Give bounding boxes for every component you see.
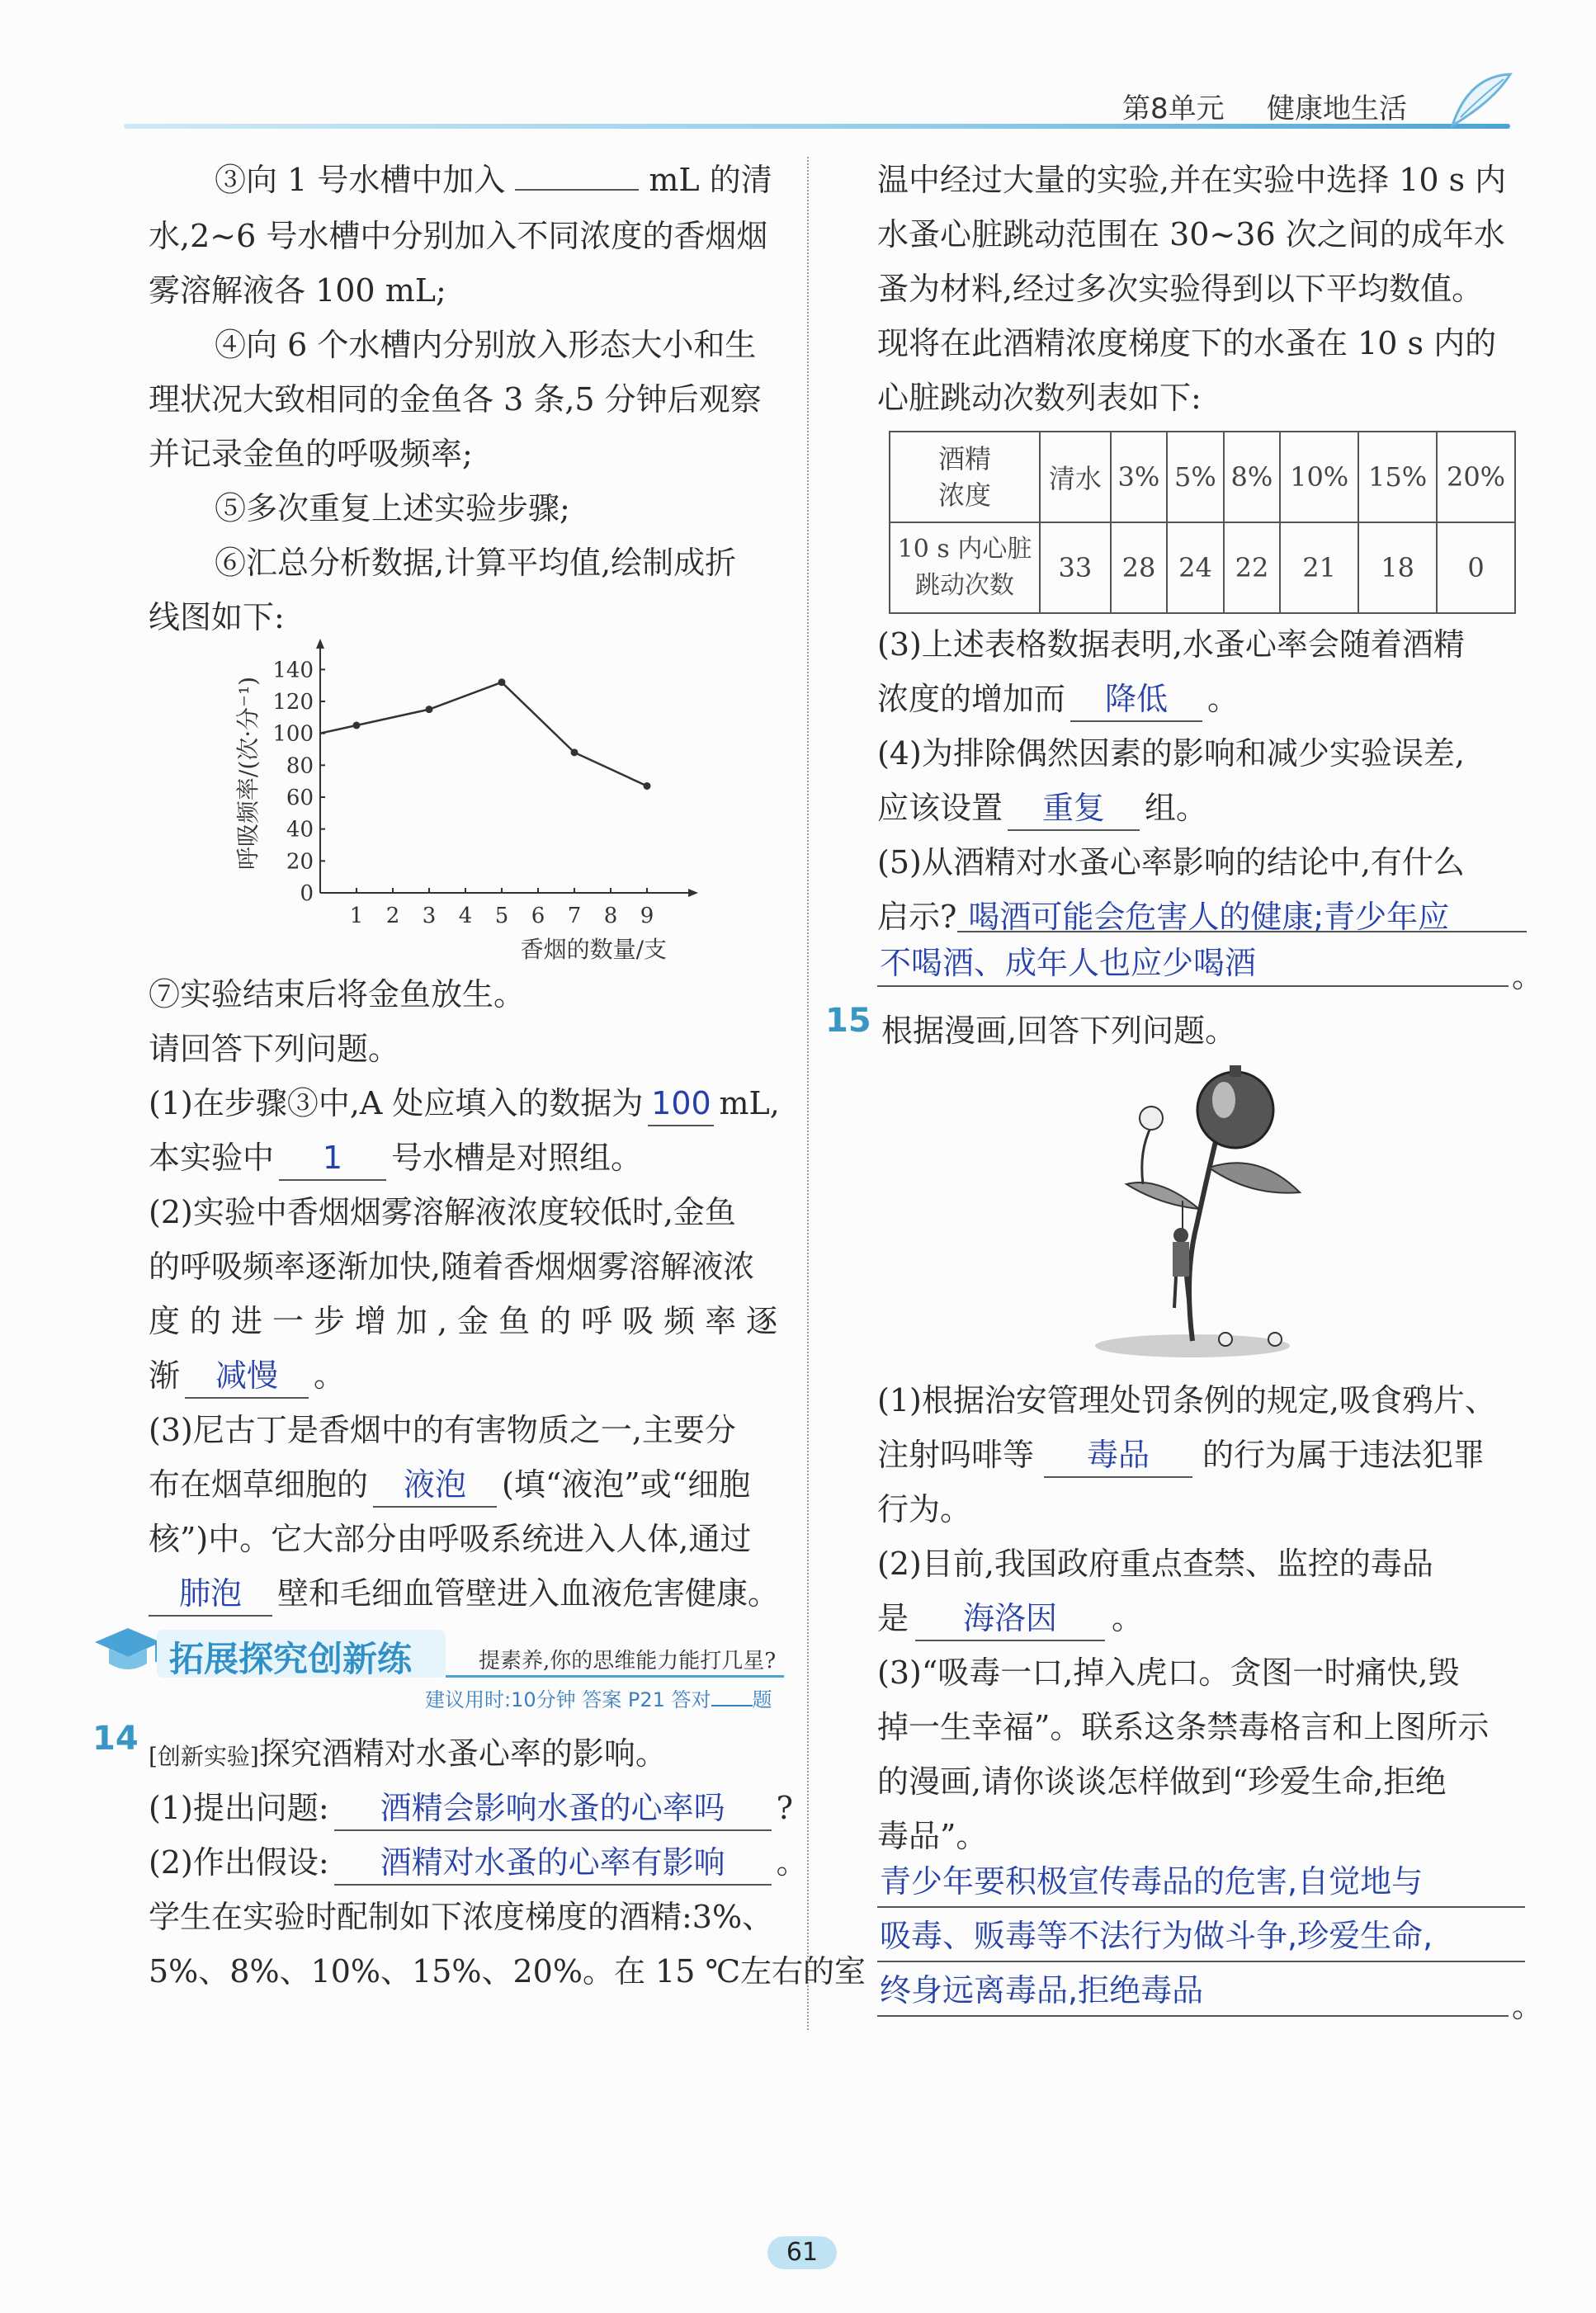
q15-p3-line3: 的漫画,请你谈谈怎样做到“珍爱生命,拒绝 [877, 1763, 1447, 1800]
x-tick-label: 1 [349, 904, 364, 928]
header-unit: 第8单元 [1122, 92, 1225, 125]
table-cell: 20% [1437, 432, 1515, 522]
x-tick-label: 4 [458, 904, 473, 928]
step7: ⑦实验结束后将金鱼放生。 [149, 976, 526, 1013]
q2-line1: (2)实验中香烟烟雾溶解液浓度较低时,金鱼 [149, 1194, 736, 1230]
x-tick-label: 8 [603, 904, 618, 928]
q15-p2-line2: 是 海洛因 。 [877, 1591, 1143, 1645]
header-title: 健康地生活 [1267, 92, 1407, 125]
data-point [426, 706, 433, 713]
step3-line1: ③向 1 号水槽中加入 mL 的清 [215, 162, 772, 198]
q14-p3-line2: 浓度的增加而 降低 。 [877, 672, 1239, 726]
q15-number: 15 [825, 1002, 871, 1040]
table-cell: 5% [1167, 432, 1224, 522]
y-tick-label: 120 [272, 690, 314, 715]
q15-p3-line2: 掉一生幸福”。联系这条禁毒格言和上图所示 [877, 1709, 1490, 1745]
table-cell: 清水 [1040, 432, 1111, 522]
table-cell: 15% [1358, 432, 1437, 522]
table-head: 酒精 浓度 [890, 432, 1040, 522]
q14-title: [创新实验]探究酒精对水蚤心率的影响。 [149, 1735, 667, 1772]
y-axis-label: 呼吸频率/(次·分⁻¹) [234, 676, 262, 871]
q15-p3-line4: 毒品”。 [877, 1818, 988, 1854]
answer-q15-3b[interactable]: 吸毒、贩毒等不法行为做斗争,珍爱生命, [880, 1918, 1433, 1954]
table-cell: 8% [1224, 432, 1281, 522]
q1-line1: (1)在步骤③中,A 处应填入的数据为 100 mL, [149, 1076, 780, 1131]
y-tick-label: 40 [286, 817, 314, 843]
step3-line3: 雾溶解液各 100 mL; [149, 272, 446, 309]
y-axis-arrow [316, 639, 324, 649]
q14-p1: (1)提出问题: 酒精会影响水蚤的心率吗 ? [149, 1781, 793, 1835]
q14-text-2: 5%、8%、10%、15%、20%。在 15 ℃左右的室 [149, 1953, 866, 1990]
answer-q15-1[interactable]: 毒品 [1044, 1433, 1192, 1478]
y-tick-label: 60 [286, 786, 314, 810]
data-point [498, 678, 506, 686]
q2-line4: 渐 减慢 。 [149, 1348, 345, 1403]
q3-line4: 肺泡 壁和毛细血管壁进入血液危害健康。 [149, 1566, 779, 1621]
step6-line2: 线图如下: [149, 599, 285, 635]
section-info: 建议用时:10分钟 答案 P21 答对 题 [425, 1688, 772, 1711]
cartoon-image [1093, 1060, 1316, 1362]
q14-p2: (2)作出假设: 酒精对水蚤的心率有影响 。 [149, 1835, 808, 1890]
q14-number: 14 [92, 1720, 139, 1758]
table-head: 10 s 内心脏 跳动次数 [890, 522, 1040, 613]
answer-q14-3[interactable]: 降低 [1070, 677, 1202, 722]
q3-line2: 布在烟草细胞的 液泡 (填“液泡”或“细胞 [149, 1457, 750, 1512]
q14-p5-end: 。 [1512, 958, 1544, 994]
answer-q15-2[interactable]: 海洛因 [915, 1597, 1105, 1641]
column-divider [807, 157, 809, 2030]
q14-text-6: 现将在此酒精浓度梯度下的水蚤在 10 s 内的 [877, 325, 1497, 361]
y-tick-label: 20 [286, 849, 314, 875]
q3-line1: (3)尼古丁是香烟中的有害物质之一,主要分 [149, 1412, 736, 1448]
q14-p5-line2: 启示? 喝酒可能会危害人的健康;青少年应 [877, 899, 1450, 935]
table-cell: 22 [1224, 522, 1281, 613]
data-point [571, 748, 578, 756]
data-table [889, 431, 1516, 614]
answer-q14-1[interactable]: 酒精会影响水蚤的心率吗 [334, 1787, 772, 1831]
x-tick-label: 6 [531, 904, 545, 928]
table-cell: 0 [1437, 522, 1515, 613]
q14-text-1: 学生在实验时配制如下浓度梯度的酒精:3%、 [149, 1899, 774, 1935]
series-line [320, 682, 647, 786]
answer-line [877, 985, 1509, 987]
step4-line3: 并记录金鱼的呼吸频率; [149, 436, 473, 472]
table-cell: 21 [1280, 522, 1358, 613]
q2-line2: 的呼吸频率逐渐加快,随着香烟烟雾溶解液浓 [149, 1249, 755, 1285]
section-underline [446, 1675, 784, 1678]
section-title: 拓展探究创新练 [169, 1639, 413, 1679]
x-tick-label: 3 [422, 904, 437, 928]
q15-p3-end: 。 [1512, 1988, 1544, 2024]
q3-line3: 核”)中。它大部分由呼吸系统进入人体,通过 [149, 1521, 752, 1557]
y-tick-label: 100 [272, 721, 314, 747]
section-slogan: 提素养,你的思维能力能打几星? [479, 1649, 777, 1673]
q14-p4-line1: (4)为排除偶然因素的影响和减少实验误差, [877, 735, 1465, 772]
header-leaf-icon [1444, 68, 1518, 134]
q14-p5-line1: (5)从酒精对水蚤心率影响的结论中,有什么 [877, 844, 1465, 880]
q15-p1-line2: 注射吗啡等 毒品 的行为属于违法犯罪 [877, 1428, 1485, 1482]
x-tick-label: 7 [567, 904, 582, 928]
answer-q15-3a[interactable]: 青少年要积极宣传毒品的危害,自觉地与 [880, 1863, 1424, 1900]
blank-a[interactable] [515, 189, 639, 191]
page-number: 61 [786, 2238, 819, 2267]
step4-line1: ④向 6 个水槽内分别放入形态大小和生 [215, 327, 757, 363]
prompt: 请回答下列问题。 [149, 1031, 400, 1067]
q14-p3-line1: (3)上述表格数据表明,水蚤心率会随着酒精 [877, 626, 1465, 663]
y-tick-label: 0 [300, 881, 314, 906]
x-tick-label: 5 [494, 904, 509, 928]
answer-q14-2[interactable]: 酒精对水蚤的心率有影响 [334, 1841, 772, 1886]
data-point [353, 722, 361, 729]
answer-line [877, 1961, 1525, 1962]
data-point [644, 782, 651, 790]
table-row [890, 432, 1515, 522]
answer-q15-3c[interactable]: 终身远离毒品,拒绝毒品 [880, 1972, 1204, 2009]
q15-title: 根据漫画,回答下列问题。 [881, 1013, 1237, 1049]
step6-line1: ⑥汇总分析数据,计算平均值,绘制成折 [215, 545, 737, 581]
q14-text-7: 心脏跳动次数列表如下: [877, 380, 1202, 416]
answer-q3-b[interactable]: 肺泡 [149, 1572, 272, 1617]
section-cap-icon [91, 1624, 165, 1682]
q15-p3-line1: (3)“吸毒一口,掉入虎口。贪图一时痛快,毁 [877, 1655, 1460, 1691]
line-chart [223, 635, 718, 965]
table-cell: 28 [1111, 522, 1168, 613]
answer-q14-4[interactable]: 重复 [1008, 786, 1140, 831]
answer-q1-b[interactable]: 1 [279, 1136, 386, 1181]
answer-q14-5a[interactable]: 喝酒可能会危害人的健康;青少年应 [968, 899, 1450, 935]
q14-text-5: 蚤为材料,经过多次实验得到以下平均数值。 [877, 271, 1484, 307]
q14-text-4: 水蚤心脏跳动范围在 30~36 次之间的成年水 [877, 216, 1505, 253]
q1-line2: 本实验中 1 号水槽是对照组。 [149, 1131, 642, 1185]
table-row [890, 522, 1515, 613]
q15-p1-line3: 行为。 [877, 1491, 972, 1527]
answer-q1-a[interactable]: 100 [648, 1082, 714, 1126]
table-cell: 18 [1358, 522, 1437, 613]
q15-p1-line1: (1)根据治安管理处罚条例的规定,吸食鸦片、 [877, 1382, 1496, 1418]
x-tick-label: 9 [640, 904, 654, 928]
answer-line [957, 931, 1527, 932]
x-axis-arrow [688, 889, 698, 897]
answer-q2[interactable]: 减慢 [185, 1354, 309, 1399]
step3-line2: 水,2~6 号水槽中分别加入不同浓度的香烟烟 [149, 218, 768, 254]
answer-line [877, 1906, 1525, 1908]
x-axis-label: 香烟的数量/支 [520, 936, 667, 963]
y-tick-label: 80 [286, 753, 314, 779]
step5: ⑤多次重复上述实验步骤; [215, 490, 570, 526]
table-cell: 10% [1280, 432, 1358, 522]
answer-q3-a[interactable]: 液泡 [373, 1463, 497, 1508]
q2-line3: 度的进一步增加,金鱼的呼吸频率逐 [149, 1303, 788, 1339]
answer-line [877, 2015, 1509, 2017]
answer-q14-5b[interactable]: 不喝酒、成年人也应少喝酒 [880, 945, 1257, 981]
table-cell: 33 [1040, 522, 1111, 613]
q14-text-3: 温中经过大量的实验,并在实验中选择 10 s 内 [877, 162, 1507, 198]
q14-p4-line2: 应该设置 重复 组。 [877, 781, 1207, 835]
step4-line2: 理状况大致相同的金鱼各 3 条,5 分钟后观察 [149, 381, 762, 418]
table-cell: 24 [1167, 522, 1224, 613]
q15-p2-line1: (2)目前,我国政府重点查禁、监控的毒品 [877, 1546, 1433, 1582]
x-tick-label: 2 [385, 904, 400, 928]
table-cell: 3% [1111, 432, 1168, 522]
y-tick-label: 140 [272, 658, 314, 683]
